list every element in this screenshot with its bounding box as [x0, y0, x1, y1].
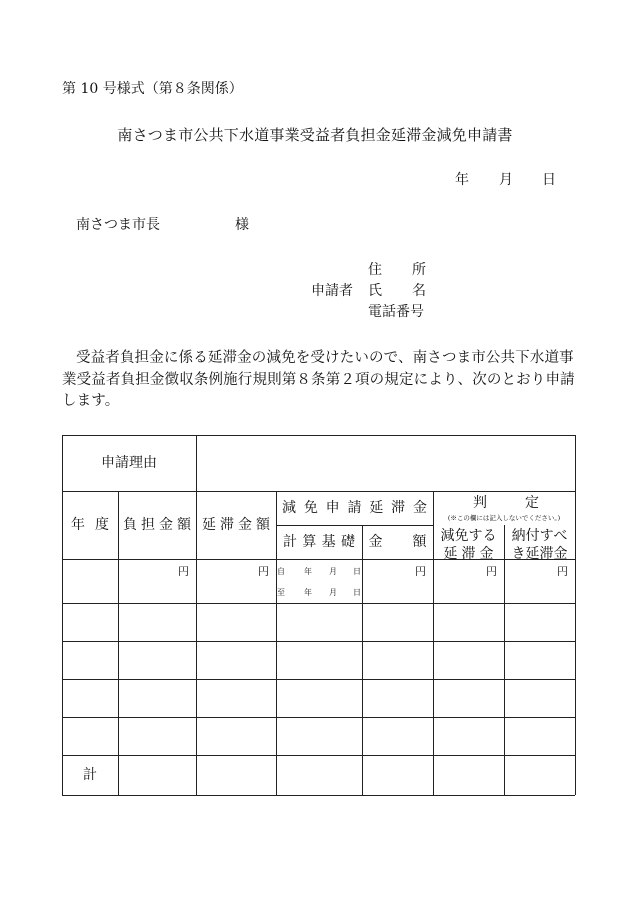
applicant-label: 申請者	[311, 283, 353, 299]
date-month-label: 月	[499, 172, 513, 188]
date-day-label: 日	[542, 172, 556, 188]
judgment-note: (※この欄には記入しないでください。)	[447, 514, 561, 522]
date-year-label: 年	[455, 172, 469, 188]
tel-label: 電話番号	[368, 304, 424, 320]
form-number: 第 10 号様式（第８条関係）	[62, 81, 243, 97]
total-label: 計	[83, 767, 97, 783]
address-label: 住 所	[368, 262, 426, 278]
reduced-yen-unit: 円	[486, 565, 497, 578]
money-yen-unit: 円	[415, 565, 426, 578]
reason-label: 申請理由	[101, 455, 157, 471]
year-column-header: 年 度	[71, 517, 109, 533]
amount-column-header: 負 担 金 額	[123, 517, 191, 533]
payable-yen-unit: 円	[557, 565, 568, 578]
application-statement: 受益者負担金に係る延滞金の減免を受けたいので、南さつま市公共下水道事業受益者負担金徴収条例施行規則第８条第２項の規定により、次のとおり申請します。	[62, 350, 575, 409]
amount-yen-unit: 円	[178, 565, 189, 578]
money-column-header: 金 額	[368, 534, 427, 550]
addressee-honorific: 様	[235, 217, 249, 233]
basis-column-header: 計 算 基 礎	[283, 534, 355, 550]
reduced-fee-header: 減免する 延 滞 金	[440, 528, 497, 562]
judgment-column-header: 判 定	[473, 495, 539, 511]
document-title: 南さつま市公共下水道事業受益者負担金延滞金減免申請書	[117, 126, 513, 144]
late-fee-column-header: 延 滞 金 額	[202, 517, 270, 533]
addressee-name: 南さつま市長	[76, 217, 160, 233]
name-label: 氏 名	[368, 283, 426, 299]
late-fee-yen-unit: 円	[258, 565, 269, 578]
payable-fee-header: 納付すべ き延滞金	[511, 528, 568, 562]
exemption-column-header: 減 免 申 請 延 滞 金	[282, 500, 427, 516]
reason-field[interactable]	[197, 436, 575, 491]
